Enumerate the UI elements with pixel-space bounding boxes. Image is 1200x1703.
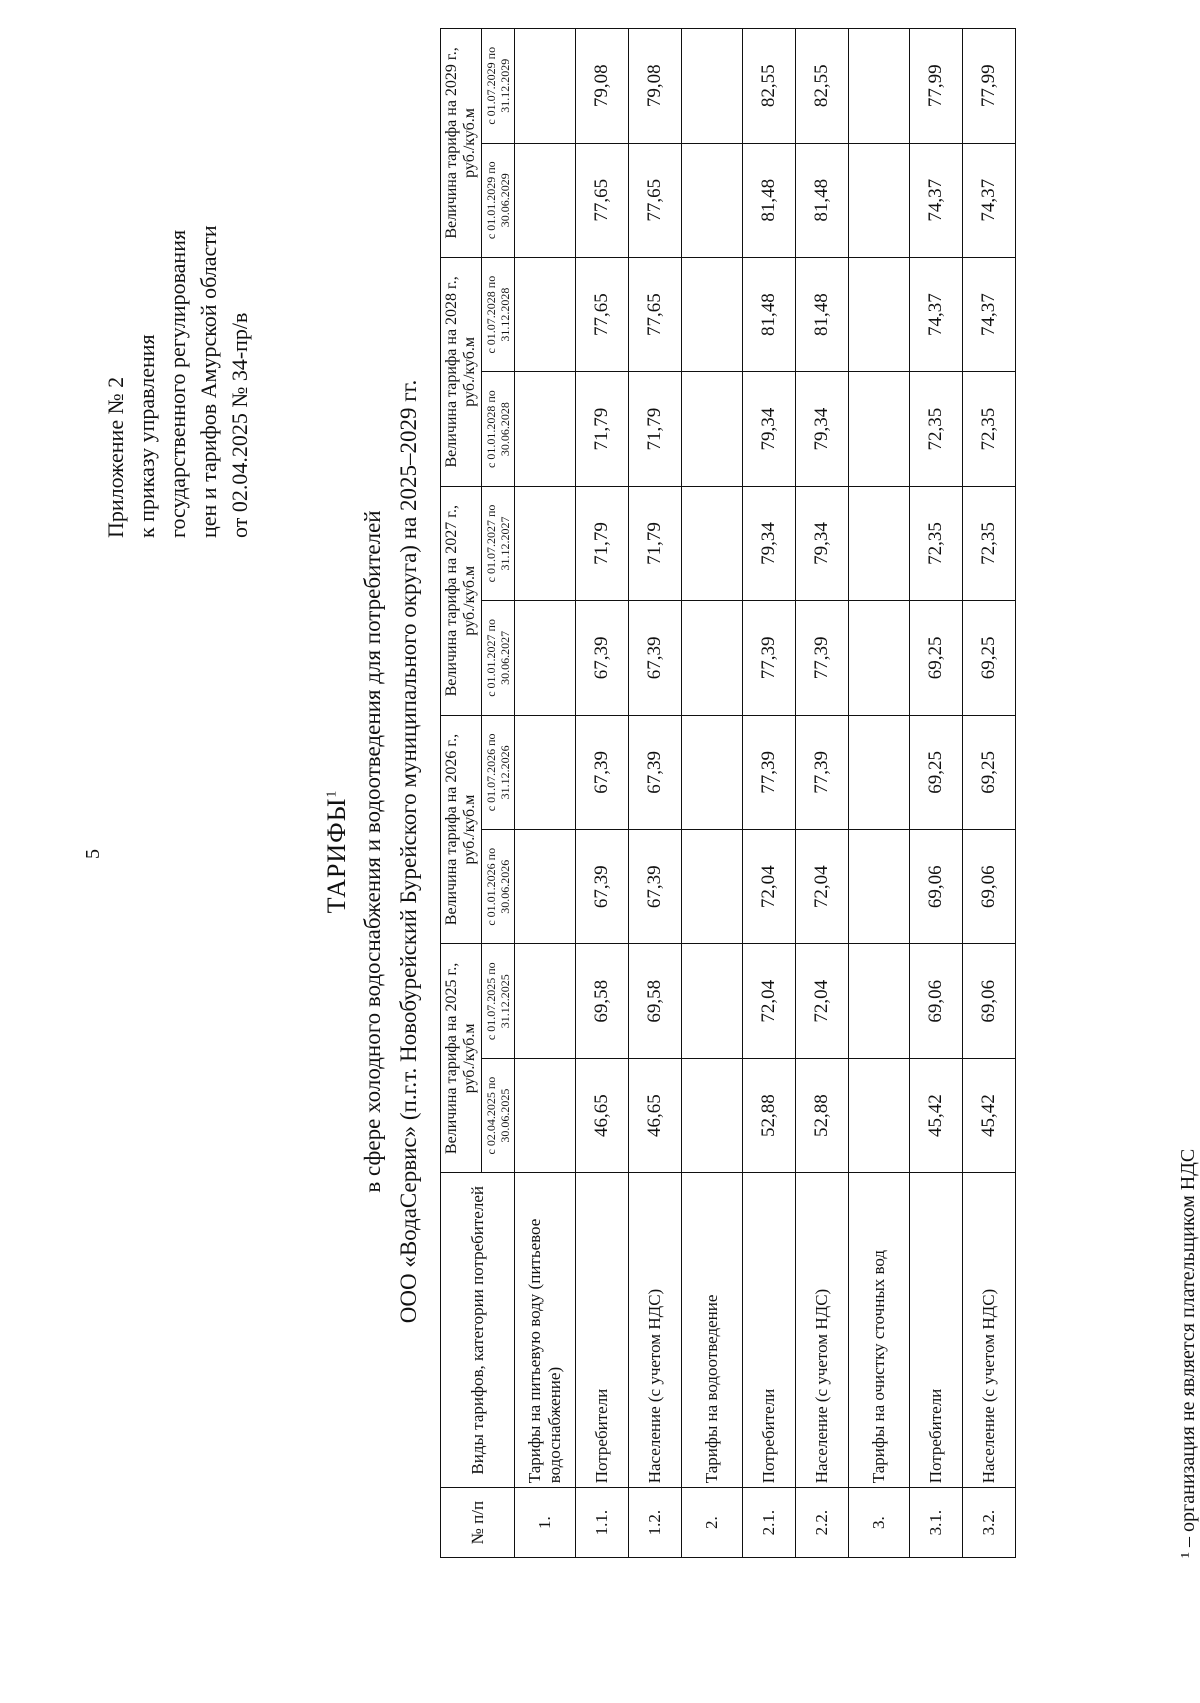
tariff-value: 72,35 [910,372,963,486]
tariff-value [682,830,743,944]
tariff-value [682,372,743,486]
tariff-value [682,486,743,600]
tariff-value [682,143,743,257]
tariff-value: 67,39 [576,830,629,944]
row-kind: Население (с учетом НДС) [796,1173,849,1488]
tariff-value [682,257,743,371]
row-kind: Потребители [743,1173,796,1488]
tariff-value: 72,35 [963,486,1016,600]
header-period: с 01.01.2026 по 30.06.2026 [482,830,515,944]
tariff-value: 71,79 [629,372,682,486]
tariff-value [682,1058,743,1172]
row-kind: Тарифы на очистку сточных вод [849,1173,910,1488]
header-year-2026: Величина тарифа на 2026 г., руб./куб.м [441,715,482,944]
tariff-value [515,601,576,715]
tariff-value: 69,25 [963,715,1016,829]
tariff-value: 77,39 [743,715,796,829]
tariff-value: 69,06 [910,944,963,1058]
tariff-value: 81,48 [796,257,849,371]
tariff-value [849,29,910,144]
tariff-value: 45,42 [910,1058,963,1172]
tariff-value: 79,34 [796,486,849,600]
tariff-value [849,830,910,944]
tariff-value [515,372,576,486]
tariff-value: 67,39 [576,715,629,829]
header-period: с 01.07.2028 по 31.12.2028 [482,257,515,371]
tariff-value: 79,08 [576,29,629,144]
tariff-value: 74,37 [910,143,963,257]
tariff-value: 52,88 [743,1058,796,1172]
row-number: 1.2. [629,1488,682,1558]
tariff-value: 77,99 [963,29,1016,144]
row-number: 3.2. [963,1488,1016,1558]
tariff-value: 81,48 [743,143,796,257]
tariff-value: 72,35 [910,486,963,600]
tariff-value: 46,65 [576,1058,629,1172]
tariff-value: 69,06 [910,830,963,944]
header-year-2027: Величина тарифа на 2027 г., руб./куб.м [441,486,482,715]
appendix-line: Приложение № 2 [103,376,128,538]
tariff-value [682,601,743,715]
header-period: с 01.07.2025 по 31.12.2025 [482,944,515,1058]
tariff-value [682,29,743,144]
row-kind: Потребители [576,1173,629,1488]
header-period: с 01.07.2029 по 31.12.2029 [482,29,515,144]
tariff-value: 46,65 [629,1058,682,1172]
tariff-value: 67,39 [629,830,682,944]
tariff-value: 67,39 [629,601,682,715]
row-number: 1. [515,1488,576,1558]
header-num: № п/п [441,1488,515,1558]
tariff-value [849,715,910,829]
tariff-value [849,601,910,715]
tariff-value [849,372,910,486]
tariff-value [515,830,576,944]
tariff-value [515,143,576,257]
tariff-value [515,1058,576,1172]
tariff-value [849,143,910,257]
appendix-note [100,225,255,538]
header-period: с 02.04.2025 по 30.06.2025 [482,1058,515,1172]
tariff-value: 69,58 [629,944,682,1058]
tariff-value: 72,35 [963,372,1016,486]
subtitle-line: ООО «ВодаСервис» (п.г.т. Новобурейский Бурейского муниципального округа) на 2025–2029 гг. [396,379,421,1324]
tariff-value: 77,39 [796,601,849,715]
tariff-value: 74,37 [910,257,963,371]
row-number: 2. [682,1488,743,1558]
tariff-value: 67,39 [629,715,682,829]
table-row [849,29,910,1558]
title-footnote-mark: 1 [324,789,340,798]
table-row [963,29,1016,1558]
table-row [910,29,963,1558]
tariff-value: 71,79 [629,486,682,600]
tariff-value: 77,65 [576,257,629,371]
tariff-value [849,944,910,1058]
tariff-value [515,715,576,829]
tariff-value: 81,48 [796,143,849,257]
tariff-value [682,715,743,829]
tariff-value: 77,65 [629,257,682,371]
page-number: 5 [82,849,104,859]
tariff-value [515,257,576,371]
tariff-value: 77,65 [629,143,682,257]
appendix-line: к приказу управления [134,334,159,538]
row-number: 1.1. [576,1488,629,1558]
footnote: ¹ – организация не является плательщиком НДС [1177,1148,1199,1558]
tariff-value: 69,25 [963,601,1016,715]
tariff-value: 77,39 [743,601,796,715]
tariffs-table [440,28,1016,1558]
tariff-value: 72,04 [796,830,849,944]
header-period: с 01.07.2027 по 31.12.2027 [482,486,515,600]
row-number: 3. [849,1488,910,1558]
appendix-line: государственного регулирования [165,229,190,538]
tariff-value: 79,34 [796,372,849,486]
tariff-value: 72,04 [796,944,849,1058]
header-period: с 01.07.2026 по 31.12.2026 [482,715,515,829]
tariff-value [515,486,576,600]
tariff-value: 45,42 [963,1058,1016,1172]
header-period: с 01.01.2029 по 30.06.2029 [482,143,515,257]
table-body [515,29,1016,1558]
tariff-value [849,1058,910,1172]
tariff-value: 71,79 [576,372,629,486]
tariff-value: 52,88 [796,1058,849,1172]
tariff-value: 69,06 [963,944,1016,1058]
table-row [515,29,576,1558]
appendix-line: цен и тарифов Амурской области [196,225,221,538]
tariff-value: 74,37 [963,143,1016,257]
header-kind: Виды тарифов, категории потребителей [441,1173,515,1488]
tariff-value: 79,08 [629,29,682,144]
table-row [629,29,682,1558]
tariff-value: 77,39 [796,715,849,829]
tariff-value: 67,39 [576,601,629,715]
tariff-value: 71,79 [576,486,629,600]
table-row [682,29,743,1558]
appendix-line: от 02.04.2025 № 34-пр/в [227,312,252,538]
subtitle-line: в сфере холодного водоснабжения и водоотведения для потребителей [360,510,385,1193]
tariff-value: 69,25 [910,715,963,829]
header-period: с 01.01.2028 по 30.06.2028 [482,372,515,486]
header-year-2029: Величина тарифа на 2029 г., руб./куб.м [441,29,482,258]
row-kind: Население (с учетом НДС) [963,1173,1016,1488]
row-kind: Население (с учетом НДС) [629,1173,682,1488]
row-number: 2.2. [796,1488,849,1558]
tariff-value: 77,99 [910,29,963,144]
table-row [743,29,796,1558]
tariff-value: 74,37 [963,257,1016,371]
tariff-value: 81,48 [743,257,796,371]
title-block [322,0,424,1703]
tariff-value [849,257,910,371]
row-kind: Потребители [910,1173,963,1488]
header-year-2025: Величина тарифа на 2025 г., руб./куб.м [441,944,482,1173]
row-kind: Тарифы на водоотведение [682,1173,743,1488]
tariff-value: 69,58 [576,944,629,1058]
title-text: ТАРИФЫ [322,797,351,914]
tariff-value [849,486,910,600]
table-row [576,29,629,1558]
tariff-value: 82,55 [796,29,849,144]
tariff-value: 79,34 [743,486,796,600]
header-period: с 01.01.2027 по 30.06.2027 [482,601,515,715]
row-kind: Тарифы на питьевую воду (питьевое водоснабжение) [515,1173,576,1488]
tariff-value [515,29,576,144]
tariff-value: 77,65 [576,143,629,257]
tariff-value: 72,04 [743,944,796,1058]
tariff-value: 69,06 [963,830,1016,944]
tariff-value: 72,04 [743,830,796,944]
header-year-2028: Величина тарифа на 2028 г., руб./куб.м [441,257,482,486]
tariff-value: 69,25 [910,601,963,715]
document-title [322,0,352,1703]
table-row [796,29,849,1558]
tariff-value: 79,34 [743,372,796,486]
tariff-value: 82,55 [743,29,796,144]
tariff-value [682,944,743,1058]
row-number: 3.1. [910,1488,963,1558]
tariff-value [515,944,576,1058]
row-number: 2.1. [743,1488,796,1558]
